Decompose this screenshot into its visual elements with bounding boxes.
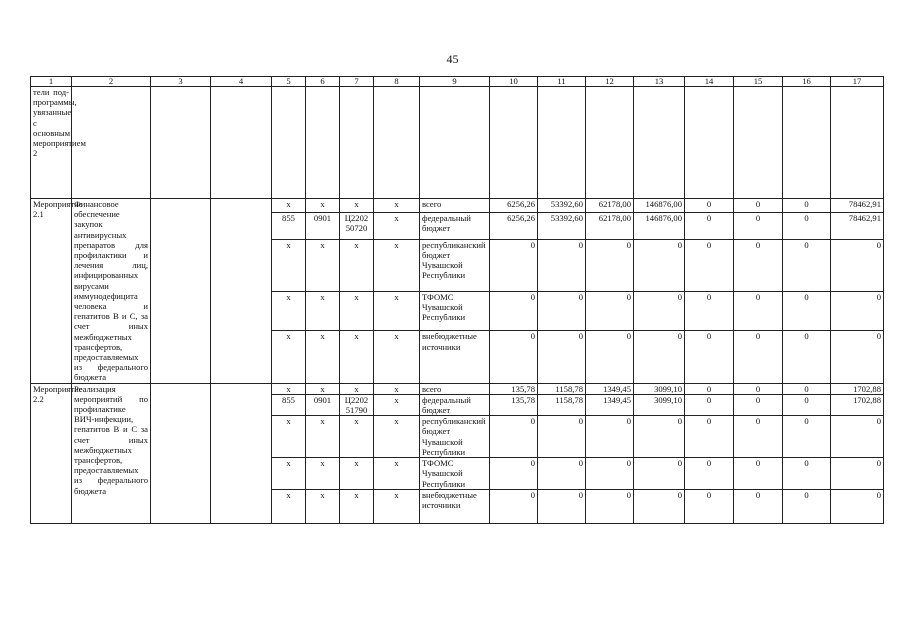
empty-cell <box>783 87 831 199</box>
column-number: 13 <box>634 77 685 87</box>
value-cell: 0 <box>685 383 734 394</box>
value-cell: 0 <box>586 416 634 458</box>
value-cell: 62178,00 <box>586 212 634 239</box>
column-number: 3 <box>151 77 211 87</box>
code-cell: х <box>306 199 340 213</box>
empty-cell <box>340 87 374 199</box>
measure-row <box>31 199 884 213</box>
value-cell: 1158,78 <box>538 394 586 415</box>
value-cell: 78462,91 <box>831 212 884 239</box>
code-cell: х <box>272 331 306 383</box>
empty-cell <box>586 87 634 199</box>
value-cell: 1702,88 <box>831 394 884 415</box>
value-cell: 1702,88 <box>831 383 884 394</box>
value-cell: 0 <box>831 458 884 490</box>
code-cell: х <box>272 458 306 490</box>
code-cell: х <box>272 416 306 458</box>
empty-cell <box>211 383 272 523</box>
value-cell: 0 <box>685 239 734 291</box>
value-cell: 146876,00 <box>634 199 685 213</box>
column-number-row <box>31 77 884 87</box>
value-cell: 0 <box>734 489 783 523</box>
source-cell: федеральный бюджет <box>420 212 490 239</box>
code-cell: х <box>340 199 374 213</box>
value-cell: 0 <box>685 458 734 490</box>
column-number: 17 <box>831 77 884 87</box>
code-cell: х <box>374 291 420 330</box>
intro-row <box>31 87 884 199</box>
value-cell: 0 <box>685 394 734 415</box>
code-cell: х <box>306 291 340 330</box>
empty-cell <box>831 87 884 199</box>
code-cell: х <box>340 239 374 291</box>
code-cell: х <box>272 199 306 213</box>
value-cell: 0 <box>831 489 884 523</box>
value-cell: 0 <box>734 416 783 458</box>
code-cell: х <box>272 239 306 291</box>
empty-cell <box>634 87 685 199</box>
code-cell: х <box>374 394 420 415</box>
value-cell: 0 <box>734 212 783 239</box>
code-cell: х <box>374 416 420 458</box>
measure-description: Финансовое обеспечение закупок антивирусных препаратов для профилактики и лечения лиц, инфицированных вирусами иммунодефицита человека и гепатитов B и C, за счет иных межбюджетных трансфертов, предоставляемых из федерального бюджета <box>72 199 151 384</box>
value-cell: 0 <box>783 458 831 490</box>
column-number: 8 <box>374 77 420 87</box>
code-cell: х <box>306 331 340 383</box>
empty-cell <box>374 87 420 199</box>
source-cell: ТФОМС Чувашской Республики <box>420 458 490 490</box>
value-cell: 0 <box>538 489 586 523</box>
column-number: 10 <box>490 77 538 87</box>
value-cell: 0 <box>734 291 783 330</box>
measure-name: Мероприятие 2.1 <box>31 199 72 384</box>
empty-cell <box>151 383 211 523</box>
value-cell: 0 <box>586 331 634 383</box>
code-cell: х <box>374 383 420 394</box>
value-cell: 0 <box>734 331 783 383</box>
value-cell: 0 <box>634 239 685 291</box>
value-cell: 0 <box>490 239 538 291</box>
value-cell: 0 <box>538 331 586 383</box>
value-cell: 0 <box>634 331 685 383</box>
budget-table <box>30 76 884 524</box>
code-cell: х <box>306 489 340 523</box>
value-cell: 0 <box>734 199 783 213</box>
value-cell: 53392,60 <box>538 212 586 239</box>
source-cell: федеральный бюджет <box>420 394 490 415</box>
value-cell: 0 <box>490 489 538 523</box>
value-cell: 135,78 <box>490 383 538 394</box>
page-number: 45 <box>446 52 459 66</box>
value-cell: 6256,26 <box>490 199 538 213</box>
value-cell: 0 <box>783 239 831 291</box>
value-cell: 0 <box>783 383 831 394</box>
value-cell: 0 <box>490 458 538 490</box>
code-cell: Ц2202 51790 <box>340 394 374 415</box>
value-cell: 0 <box>685 331 734 383</box>
measure-name: Мероприятие 2.2 <box>31 383 72 523</box>
code-cell: х <box>306 416 340 458</box>
value-cell: 0 <box>586 291 634 330</box>
value-cell: 0 <box>538 416 586 458</box>
source-cell: внебюджетные источники <box>420 331 490 383</box>
value-cell: 0 <box>734 239 783 291</box>
column-number: 12 <box>586 77 634 87</box>
column-number: 11 <box>538 77 586 87</box>
value-cell: 146876,00 <box>634 212 685 239</box>
column-number: 6 <box>306 77 340 87</box>
value-cell: 0 <box>685 291 734 330</box>
value-cell: 53392,60 <box>538 199 586 213</box>
code-cell: х <box>374 331 420 383</box>
code-cell: 855 <box>272 394 306 415</box>
value-cell: 0 <box>783 291 831 330</box>
code-cell: х <box>340 489 374 523</box>
value-cell: 1349,45 <box>586 394 634 415</box>
value-cell: 0 <box>783 331 831 383</box>
code-cell: 0901 <box>306 212 340 239</box>
value-cell: 0 <box>783 416 831 458</box>
value-cell: 0 <box>831 331 884 383</box>
value-cell: 0 <box>685 489 734 523</box>
value-cell: 0 <box>490 416 538 458</box>
code-cell: 0901 <box>306 394 340 415</box>
value-cell: 0 <box>685 212 734 239</box>
value-cell: 0 <box>538 239 586 291</box>
empty-cell <box>538 87 586 199</box>
column-number: 15 <box>734 77 783 87</box>
empty-cell <box>420 87 490 199</box>
empty-cell <box>490 87 538 199</box>
value-cell: 0 <box>734 458 783 490</box>
code-cell: х <box>374 458 420 490</box>
measure-description: Реализация мероприятий по профилактике ВИЧ-инфекции, гепатитов B и C за счет иных межбюджетных трансфертов, предоставляемых из федерального бюджета <box>72 383 151 523</box>
column-number: 7 <box>340 77 374 87</box>
value-cell: 0 <box>634 416 685 458</box>
code-cell: х <box>340 416 374 458</box>
code-cell: х <box>340 458 374 490</box>
empty-cell <box>272 87 306 199</box>
column-number: 2 <box>72 77 151 87</box>
value-cell: 0 <box>685 416 734 458</box>
value-cell: 0 <box>634 458 685 490</box>
value-cell: 0 <box>783 199 831 213</box>
code-cell: х <box>306 458 340 490</box>
value-cell: 62178,00 <box>586 199 634 213</box>
empty-cell <box>306 87 340 199</box>
value-cell: 78462,91 <box>831 199 884 213</box>
value-cell: 0 <box>685 199 734 213</box>
value-cell: 3099,10 <box>634 394 685 415</box>
value-cell: 0 <box>783 212 831 239</box>
source-cell: всего <box>420 383 490 394</box>
code-cell: х <box>374 489 420 523</box>
code-cell: х <box>340 291 374 330</box>
code-cell: 855 <box>272 212 306 239</box>
value-cell: 0 <box>634 489 685 523</box>
code-cell: х <box>306 383 340 394</box>
source-cell: всего <box>420 199 490 213</box>
source-cell: республиканский бюджет Чувашской Республики <box>420 239 490 291</box>
intro-cell: тели подпрограммы, увязанные с основным мероприятием 2 <box>31 87 72 199</box>
value-cell: 6256,26 <box>490 212 538 239</box>
empty-cell <box>685 87 734 199</box>
code-cell: х <box>272 291 306 330</box>
column-number: 14 <box>685 77 734 87</box>
value-cell: 3099,10 <box>634 383 685 394</box>
value-cell: 0 <box>831 291 884 330</box>
code-cell: х <box>374 239 420 291</box>
empty-cell <box>151 87 211 199</box>
value-cell: 135,78 <box>490 394 538 415</box>
value-cell: 0 <box>831 416 884 458</box>
value-cell: 0 <box>586 458 634 490</box>
value-cell: 0 <box>783 489 831 523</box>
value-cell: 0 <box>831 239 884 291</box>
source-cell: республиканский бюджет Чувашской Республики <box>420 416 490 458</box>
value-cell: 0 <box>783 394 831 415</box>
column-number: 16 <box>783 77 831 87</box>
empty-cell <box>734 87 783 199</box>
value-cell: 1349,45 <box>586 383 634 394</box>
value-cell: 0 <box>586 489 634 523</box>
value-cell: 1158,78 <box>538 383 586 394</box>
value-cell: 0 <box>734 394 783 415</box>
measure-row <box>31 383 884 394</box>
value-cell: 0 <box>586 239 634 291</box>
code-cell: х <box>272 383 306 394</box>
column-number: 1 <box>31 77 72 87</box>
value-cell: 0 <box>734 383 783 394</box>
source-cell: ТФОМС Чувашской Республики <box>420 291 490 330</box>
empty-cell <box>151 199 211 384</box>
column-number: 5 <box>272 77 306 87</box>
value-cell: 0 <box>538 458 586 490</box>
empty-cell <box>211 87 272 199</box>
value-cell: 0 <box>490 331 538 383</box>
source-cell: внебюджетные источники <box>420 489 490 523</box>
value-cell: 0 <box>538 291 586 330</box>
empty-cell <box>211 199 272 384</box>
value-cell: 0 <box>490 291 538 330</box>
code-cell: х <box>306 239 340 291</box>
value-cell: 0 <box>634 291 685 330</box>
column-number: 9 <box>420 77 490 87</box>
code-cell: Ц2202 50720 <box>340 212 374 239</box>
code-cell: х <box>272 489 306 523</box>
code-cell: х <box>374 212 420 239</box>
code-cell: х <box>340 331 374 383</box>
code-cell: х <box>340 383 374 394</box>
column-number: 4 <box>211 77 272 87</box>
code-cell: х <box>374 199 420 213</box>
